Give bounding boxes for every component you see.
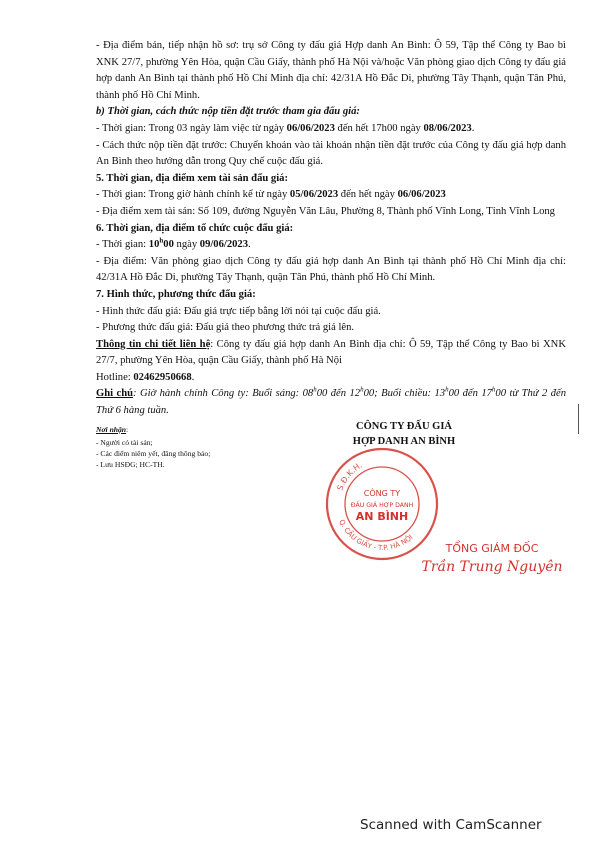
- list-item: - Các điểm niêm yết, đăng thông báo;: [96, 448, 211, 458]
- paragraph-note: Ghi chú: Giờ hành chính Công ty: Buổi sáng: 08$^h$00 đến 12$^h$00; Buổi chiều: 13$^h$00 đến 17$^h$00 từ Thứ 2 đến Thứ 6 hàng tuần.: [96, 385, 567, 417]
- seal-ring-bottom: Q. CẦU GIẤY - T.P. HÀ NỘI: [337, 518, 415, 552]
- paragraph-auction-form: - Hình thức đấu giá: Đấu giá trực tiếp bằng lời nói tại cuộc đấu giá.: [96, 305, 381, 317]
- document-body: [96, 38, 566, 614]
- seal-line2: ĐẤU GIÁ HỢP DANH: [350, 501, 414, 509]
- scan-edge-mark: [578, 404, 583, 434]
- director-block: [412, 541, 572, 576]
- paragraph-auction-time: - Thời gian: 10$^h$00 ngày 09/06/2023.: [96, 236, 251, 251]
- paragraph-deposit-time: - Thời gian: Trong 03 ngày làm việc từ ngày 06/06/2023 đến hết 17h00 ngày 08/06/2023.: [96, 122, 475, 134]
- director-title: TỔNG GIÁM ĐỐC: [445, 541, 539, 555]
- seal-ring-top: S.Đ.K.H.: [335, 460, 364, 492]
- recipients-block: Nơi nhận: - Người có tài sản; - Các điểm niêm yết, đăng thông báo; - Lưu HSĐG; HC-TH.: [96, 424, 296, 470]
- paragraph-hotline: Hotline: 02462950668.: [96, 371, 195, 383]
- recipients-title: Nơi nhận: [96, 424, 127, 434]
- paragraph-viewing-location: - Địa điểm xem tài sản: Số 109, đường Nguyễn Văn Lâu, Phường 8, Thành phố Vĩnh Long, Tỉnh Vĩnh Long: [96, 205, 555, 217]
- paragraph-contact: Thông tin chi tiết liên hệ: Công ty đấu giá hợp danh An Bình địa chỉ: Ô 59, Tập thể Công ty Bao bì XNK 27/7, phường Yên Hòa, quận Cầu Giấy, thành phố Hà Nội: [96, 338, 566, 367]
- seal-line3: AN BÌNH: [355, 509, 409, 523]
- camscanner-watermark: Scanned with CamScanner: [360, 817, 542, 833]
- paragraph-auction-method: - Phương thức đấu giá: Đấu giá theo phương thức trả giá lên.: [96, 322, 355, 334]
- list-item: - Người có tài sản;: [96, 437, 153, 447]
- paragraph-deposit-method: - Cách thức nộp tiền đặt trước: Chuyển khoản vào tài khoản nhận tiền đặt trước của Công ty đấu giá hợp danh An Bình theo hướng dẫn trong Quy chế cuộc đấu giá.: [96, 139, 566, 168]
- recipients-list: [96, 437, 296, 470]
- signature-area: [96, 420, 566, 614]
- list-item: - Lưu HSĐG; HC-TH.: [96, 459, 165, 469]
- company-name: CÔNG TY ĐẤU GIÁ HỢP DANH AN BÌNH: [352, 420, 456, 447]
- paragraph-sales-location: - Địa điểm bán, tiếp nhận hồ sơ: trụ sở Công ty đấu giá Hợp danh An Bình: Ô 59, Tập thể Công ty Bao bì XNK 27/7, phường Yên Hòa, quận Cầu Giấy, thành phố Hà Nội và/hoặc Văn phòng giao dịch Công ty đấu giá hợp danh An Bình tại thành phố Hồ Chí Minh địa chỉ: 42/31A Hồ Đắc Di, phường Tây Thạnh, quận Tân Phú, thành phố Hồ Chí Minh.: [96, 40, 566, 101]
- director-signature: Trần Trung Nguyên: [421, 559, 563, 576]
- heading-auction-form: 7. Hình thức, phương thức đấu giá:: [96, 288, 256, 300]
- seal-line1: CÔNG TY: [363, 488, 401, 498]
- heading-viewing: 5. Thời gian, địa điểm xem tài sản đấu giá:: [96, 172, 288, 184]
- heading-auction-time: 6. Thời gian, địa điểm tổ chức cuộc đấu giá:: [96, 222, 294, 234]
- paragraph-viewing-time: - Thời gian: Trong giờ hành chính kể từ ngày 05/06/2023 đến hết ngày 06/06/2023: [96, 189, 446, 201]
- heading-deposit: b) Thời gian, cách thức nộp tiền đặt trước tham gia đấu giá:: [96, 106, 360, 118]
- paragraph-auction-location: - Địa điểm: Văn phòng giao dịch Công ty đấu giá hợp danh An Bình tại thành phố Hồ Chí Minh địa chỉ: 42/31A Hồ Đắc Di, phường Tây Thạnh, quận Tân Phú, thành phố Hồ Chí Minh.: [96, 255, 566, 284]
